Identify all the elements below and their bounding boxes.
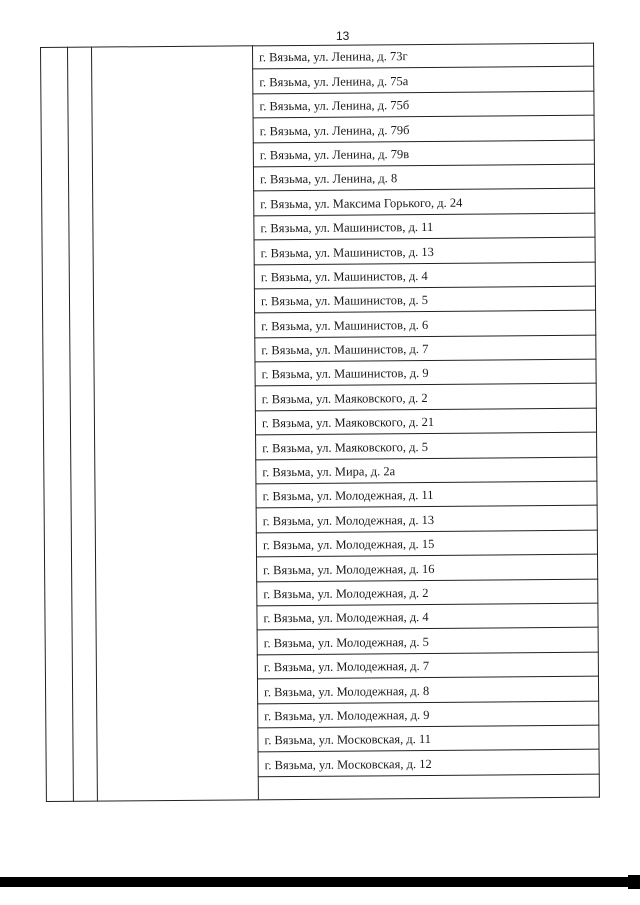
address-list xyxy=(252,43,600,777)
scan-edge-bar xyxy=(0,877,640,887)
table-row: г. Вязьма, ул. Машинистов, д. 5 xyxy=(254,287,596,314)
address-table xyxy=(40,43,600,802)
table-row: г. Вязьма, ул. Машинистов, д. 4 xyxy=(254,262,596,289)
table-row: г. Вязьма, ул. Машинистов, д. 6 xyxy=(254,311,596,338)
table-row: г. Вязьма, ул. Ленина, д. 8 xyxy=(253,165,595,192)
table-row: г. Вязьма, ул. Молодежная, д. 7 xyxy=(257,652,599,679)
table-row: г. Вязьма, ул. Ленина, д. 73г xyxy=(252,43,594,70)
table-row: г. Вязьма, ул. Молодежная, д. 5 xyxy=(257,628,599,655)
table-row: г. Вязьма, ул. Машинистов, д. 13 xyxy=(254,238,596,265)
table-row: г. Вязьма, ул. Молодежная, д. 2 xyxy=(256,579,598,606)
table-row: г. Вязьма, ул. Машинистов, д. 9 xyxy=(254,360,596,387)
table-row: г. Вязьма, ул. Молодежная, д. 11 xyxy=(255,482,597,509)
scan-edge-corner xyxy=(628,875,640,889)
table-row: г. Вязьма, ул. Московская, д. 11 xyxy=(257,726,599,753)
table-row: г. Вязьма, ул. Молодежная, д. 16 xyxy=(256,555,598,582)
table-column-border xyxy=(67,47,74,802)
table-row: г. Вязьма, ул. Молодежная, д. 9 xyxy=(257,701,599,728)
table-row: г. Вязьма, ул. Московская, д. 12 xyxy=(258,750,600,777)
table-row: г. Вязьма, ул. Молодежная, д. 13 xyxy=(256,506,598,533)
table-row: г. Вязьма, ул. Маяковского, д. 5 xyxy=(255,433,597,460)
table-row: г. Вязьма, ул. Молодежная, д. 4 xyxy=(256,604,598,631)
table-column-border xyxy=(40,47,47,802)
table-row: г. Вязьма, ул. Ленина, д. 79в xyxy=(253,140,595,167)
table-row: г. Вязьма, ул. Ленина, д. 79б xyxy=(253,116,595,143)
table-row: г. Вязьма, ул. Молодежная, д. 8 xyxy=(257,677,599,704)
table-row: г. Вязьма, ул. Ленина, д. 75б xyxy=(252,91,594,118)
table-row: г. Вязьма, ул. Маяковского, д. 2 xyxy=(255,384,597,411)
table-row: г. Вязьма, ул. Машинистов, д. 11 xyxy=(253,213,595,240)
table-row: г. Вязьма, ул. Маяковского, д. 21 xyxy=(255,408,597,435)
page-number: 13 xyxy=(336,29,350,43)
table-column-border xyxy=(91,47,98,802)
table-row: г. Вязьма, ул. Молодежная, д. 15 xyxy=(256,530,598,557)
table-bottom-border xyxy=(46,797,600,802)
table-row: г. Вязьма, ул. Машинистов, д. 7 xyxy=(254,335,596,362)
table-row: г. Вязьма, ул. Максима Горького, д. 24 xyxy=(253,189,595,216)
table-row: г. Вязьма, ул. Мира, д. 2а xyxy=(255,457,597,484)
table-row: г. Вязьма, ул. Ленина, д. 75а xyxy=(252,67,594,94)
